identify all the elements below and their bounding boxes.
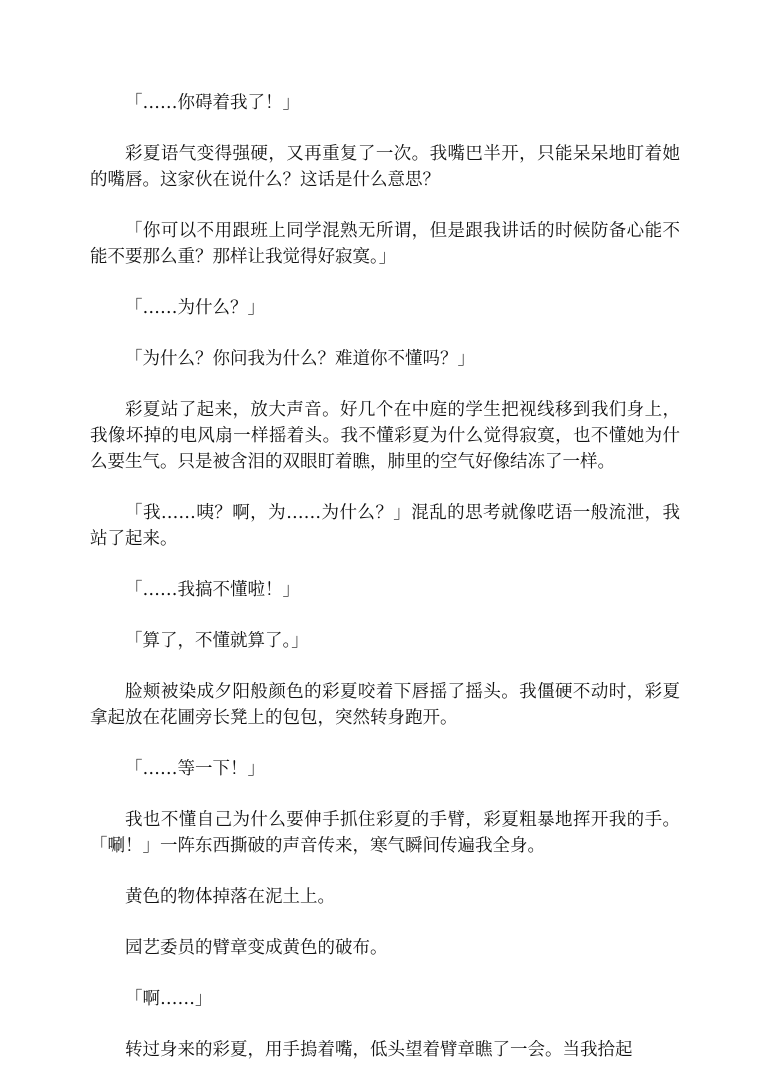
paragraph: 「你可以不用跟班上同学混熟无所谓，但是跟我讲话的时候防备心能不能不要那么重？那样让我觉得好寂寞。」 xyxy=(90,221,680,267)
paragraph: 黄色的物体掉落在泥土上。 xyxy=(125,887,335,907)
paragraph: 脸颊被染成夕阳般颜色的彩夏咬着下唇摇了摇头。我僵硬不动时，彩夏拿起放在花圃旁长凳上的包包，突然转身跑开。 xyxy=(90,682,680,728)
paragraph: 「我……咦？啊，为……为什么？」混乱的思考就像呓语一般流泄，我站了起来。 xyxy=(90,503,680,549)
paragraph: 「……你碍着我了！」 xyxy=(125,93,300,113)
paragraph: 「……我搞不懂啦！」 xyxy=(125,580,300,600)
paragraph: 「……等一下！」 xyxy=(125,759,265,779)
paragraph: 彩夏站了起来，放大声音。好几个在中庭的学生把视线移到我们身上，我像坏掉的电风扇一样摇着头。我不懂彩夏为什么觉得寂寞，也不懂她为什么要生气。只是被含泪的双眼盯着瞧，肺里的空气好像结冻了一样。 xyxy=(90,400,680,472)
paragraph: 我也不懂自己为什么要伸手抓住彩夏的手臂，彩夏粗暴地挥开我的手。「唰！」一阵东西撕破的声音传来，寒气瞬间传遍我全身。 xyxy=(90,810,680,856)
paragraph: 「啊……」 xyxy=(125,989,213,1009)
paragraph: 园艺委员的臂章变成黄色的破布。 xyxy=(125,938,388,958)
paragraph: 彩夏语气变得强硬，又再重复了一次。我嘴巴半开，只能呆呆地盯着她的嘴唇。这家伙在说什么？这话是什么意思？ xyxy=(90,144,680,190)
paragraph: 「为什么？你问我为什么？难道你不懂吗？」 xyxy=(125,349,475,369)
paragraph: 「……为什么？」 xyxy=(125,298,265,318)
paragraph: 「算了，不懂就算了。」 xyxy=(125,631,309,651)
document-page xyxy=(90,90,680,1088)
paragraph: 转过身来的彩夏，用手摀着嘴，低头望着臂章瞧了一会。当我拾起 xyxy=(125,1040,633,1060)
